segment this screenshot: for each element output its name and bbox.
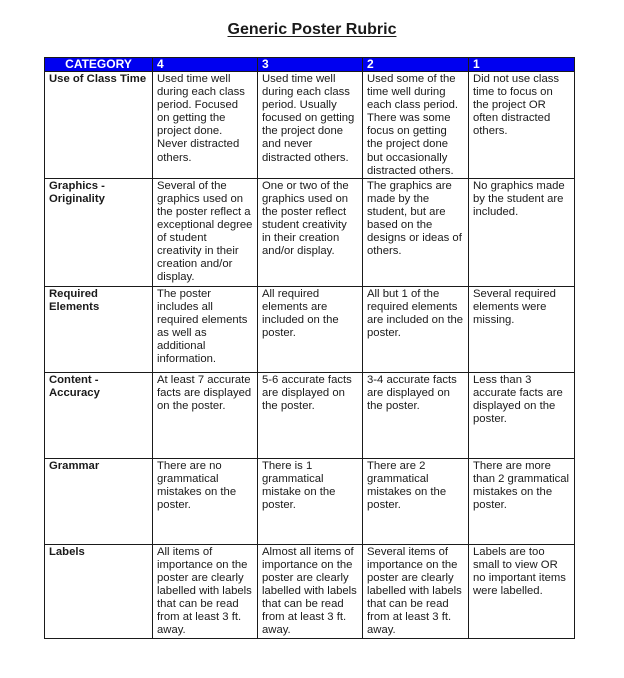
cell-score-4: Several of the graphics used on the poster reflect a exceptional degree of student creativity in their creation and/or display. <box>153 178 258 286</box>
cell-score-1: No graphics made by the student are included. <box>469 178 575 286</box>
cell-score-4: All items of importance on the poster are clearly labelled with labels that can be read from at least 3 ft. away. <box>153 544 258 638</box>
rubric-table <box>44 57 575 639</box>
cell-score-3: One or two of the graphics used on the poster reflect student creativity in their creation and/or display. <box>258 178 363 286</box>
row-category: Required Elements <box>45 286 153 372</box>
document-title-text: Generic Poster Rubric <box>227 21 397 38</box>
row-category: Content - Accuracy <box>45 372 153 458</box>
cell-score-1: Less than 3 accurate facts are displayed on the poster. <box>469 372 575 458</box>
cell-score-2: Used some of the time well during each class period. There was some focus on getting the project done but occasionally distracted others. <box>363 72 469 179</box>
header-row <box>45 58 575 72</box>
table-row <box>45 544 575 638</box>
cell-score-1: Did not use class time to focus on the project OR often distracted others. <box>469 72 575 179</box>
table-row <box>45 178 575 286</box>
table-row <box>45 372 575 458</box>
cell-score-4: There are no grammatical mistakes on the poster. <box>153 458 258 544</box>
cell-score-1: Labels are too small to view OR no important items were labelled. <box>469 544 575 638</box>
header-score-3: 3 <box>258 58 363 72</box>
cell-score-2: There are 2 grammatical mistakes on the poster. <box>363 458 469 544</box>
header-score-2: 2 <box>363 58 469 72</box>
header-category: CATEGORY <box>45 58 153 72</box>
row-category: Graphics - Originality <box>45 178 153 286</box>
table-row <box>45 458 575 544</box>
header-score-1: 1 <box>469 58 575 72</box>
cell-score-3: Almost all items of importance on the poster are clearly labelled with labels that can be read from at least 3 ft. away. <box>258 544 363 638</box>
cell-score-4: At least 7 accurate facts are displayed on the poster. <box>153 372 258 458</box>
row-category: Grammar <box>45 458 153 544</box>
row-category: Use of Class Time <box>45 72 153 179</box>
table-row <box>45 72 575 179</box>
cell-score-3: There is 1 grammatical mistake on the poster. <box>258 458 363 544</box>
header-score-4: 4 <box>153 58 258 72</box>
cell-score-2: The graphics are made by the student, but are based on the designs or ideas of others. <box>363 178 469 286</box>
document-title <box>0 21 624 39</box>
row-category: Labels <box>45 544 153 638</box>
cell-score-1: There are more than 2 grammatical mistakes on the poster. <box>469 458 575 544</box>
cell-score-2: 3-4 accurate facts are displayed on the poster. <box>363 372 469 458</box>
cell-score-3: 5-6 accurate facts are displayed on the poster. <box>258 372 363 458</box>
cell-score-1: Several required elements were missing. <box>469 286 575 372</box>
cell-score-3: All required elements are included on the poster. <box>258 286 363 372</box>
cell-score-3: Used time well during each class period. Usually focused on getting the project done and never distracted others. <box>258 72 363 179</box>
table-row <box>45 286 575 372</box>
cell-score-4: The poster includes all required elements as well as additional information. <box>153 286 258 372</box>
cell-score-2: All but 1 of the required elements are included on the poster. <box>363 286 469 372</box>
cell-score-4: Used time well during each class period. Focused on getting the project done. Never distracted others. <box>153 72 258 179</box>
cell-score-2: Several items of importance on the poster are clearly labelled with labels that can be read from at least 3 ft. away. <box>363 544 469 638</box>
